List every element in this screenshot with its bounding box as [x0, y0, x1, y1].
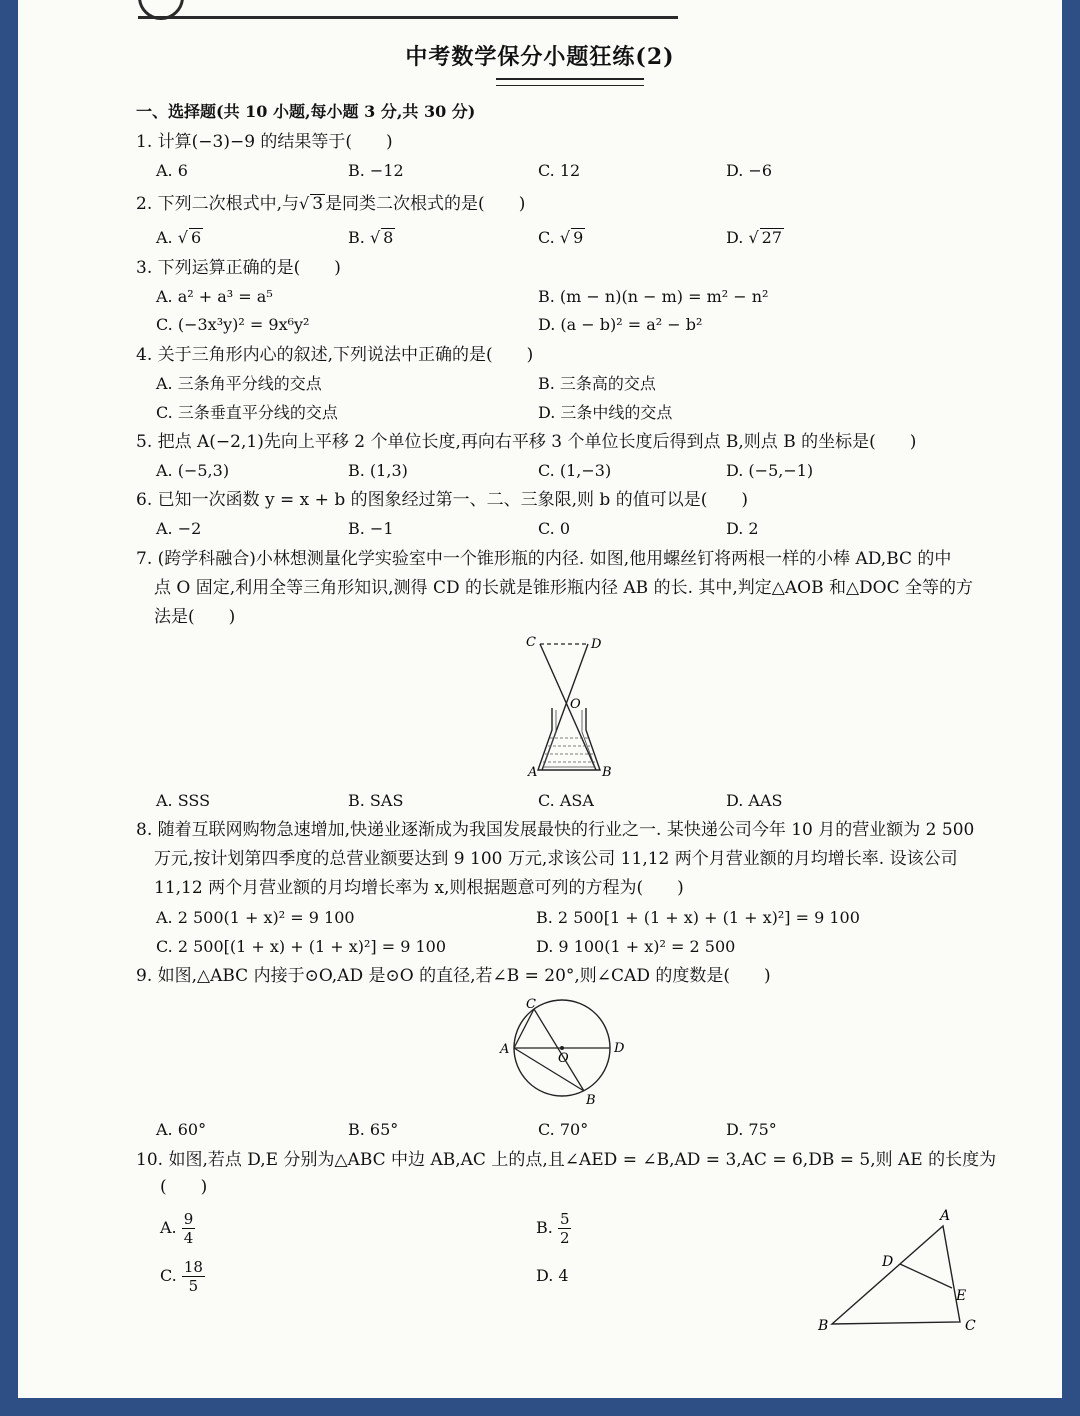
q2-option-d: D. √ 27	[726, 228, 782, 247]
label-a: A	[500, 1042, 510, 1057]
q9-option-c: C. 70°	[538, 1120, 589, 1139]
label-b: B	[818, 1318, 829, 1334]
label-a: A	[528, 765, 538, 780]
q2-option-c: C. √ 9	[538, 228, 584, 247]
question-3-stem: 3. 下列运算正确的是( )	[136, 258, 341, 278]
q6-option-b: B. −1	[348, 519, 394, 538]
label-d: D	[882, 1254, 894, 1270]
label-o: O	[558, 1051, 569, 1066]
label-e: E	[956, 1288, 967, 1304]
question-6-stem: 6. 已知一次函数 y = x + b 的图象经过第一、二、三象限,则 b 的值可以是( )	[136, 490, 748, 510]
q8-option-c: C. 2 500[(1 + x) + (1 + x)²] = 9 100	[156, 937, 447, 956]
q8-option-d: D. 9 100(1 + x)² = 2 500	[536, 937, 736, 956]
question-10-line-2: ( )	[160, 1177, 208, 1197]
question-7-line-3: 法是( )	[154, 607, 236, 627]
q6-option-d: D. 2	[726, 519, 759, 538]
chord-cb	[534, 1009, 584, 1091]
segment-de	[900, 1264, 952, 1288]
chord-ac	[514, 1009, 534, 1048]
q10-option-c: C. $\frac{18}{5}$	[160, 1258, 203, 1295]
label-c: C	[526, 635, 536, 650]
worksheet-page	[18, 0, 1062, 1398]
q3-option-c: C. (−3x³y)² = 9x⁶y²	[156, 315, 310, 334]
q3-option-b: B. (m − n)(n − m) = m² − n²	[538, 287, 769, 306]
label-d: D	[591, 637, 602, 652]
q1-option-b: B. −12	[348, 161, 404, 180]
label-c: C	[965, 1318, 976, 1334]
question-9-stem: 9. 如图,△ABC 内接于⊙O,AD 是⊙O 的直径,若∠B = 20°,则∠CAD 的度数是( )	[136, 966, 771, 986]
section-heading: 一、选择题(共 10 小题,每小题 3 分,共 30 分)	[136, 102, 476, 121]
binding-mark	[138, 0, 678, 19]
question-4-stem: 4. 关于三角形内心的叙述,下列说法中正确的是( )	[136, 345, 534, 365]
q5-option-a: A. (−5,3)	[156, 461, 230, 480]
question-5-stem: 5. 把点 A(−2,1)先向上平移 2 个单位长度,再向右平移 3 个单位长度后得到点 B,则点 B 的坐标是( )	[136, 432, 917, 452]
label-o: O	[570, 697, 581, 712]
label-d: D	[614, 1041, 625, 1056]
flask-inner-wall	[543, 710, 595, 767]
question-8-line-3: 11,12 两个月营业额的月均增长率为 x,则根据题意可列的方程为( )	[154, 878, 684, 898]
label-a: A	[940, 1208, 951, 1224]
question-8-line-2: 万元,按计划第四季度的总营业额要达到 9 100 万元,求该公司 11,12 两个月营业额的月均增长率. 设该公司	[154, 849, 958, 869]
q7-option-c: C. ASA	[538, 791, 594, 810]
q3-option-a: A. a² + a³ = a⁵	[156, 287, 273, 306]
center-point	[560, 1046, 564, 1050]
triangle-abc	[832, 1226, 960, 1324]
question-8-line-1: 8. 随着互联网购物急速增加,快递业逐渐成为我国发展最快的行业之一. 某快递公司今年 10 月的营业额为 2 500	[136, 820, 975, 840]
label-b: B	[586, 1093, 596, 1108]
question-2-stem: 2. 下列二次根式中,与√ 3 是同类二次根式的是( )	[136, 194, 526, 214]
q2-stem-pre: 2. 下列二次根式中,与	[136, 194, 300, 214]
q1-option-a: A. 6	[156, 161, 188, 180]
question-7-line-2: 点 O 固定,利用全等三角形知识,测得 CD 的长就是锥形瓶内径 AB 的长. 其中,判定△AOB 和△DOC 全等的方	[154, 578, 974, 598]
q9-option-a: A. 60°	[156, 1120, 207, 1139]
q4-option-a: A. 三条角平分线的交点	[156, 374, 322, 393]
question-7-line-1: 7. (跨学科融合)小林想测量化学实验室中一个锥形瓶的内径. 如图,他用螺丝钉将两根一样的小棒 AD,BC 的中	[136, 549, 952, 569]
question-1-stem: 1. 计算(−3)−9 的结果等于( )	[136, 132, 393, 152]
q8-option-a: A. 2 500(1 + x)² = 9 100	[156, 908, 355, 927]
q9-option-d: D. 75°	[726, 1120, 777, 1139]
q9-option-b: B. 65°	[348, 1120, 399, 1139]
q5-option-b: B. (1,3)	[348, 461, 408, 480]
q4-option-b: B. 三条高的交点	[538, 374, 656, 393]
label-b: B	[602, 765, 612, 780]
circle-figure	[496, 996, 636, 1112]
q2-option-a: A. √ 6	[156, 228, 202, 247]
q2-stem-radicand: 3	[312, 194, 324, 214]
flask-figure	[518, 630, 618, 780]
title-underline	[496, 78, 644, 86]
q7-option-d: D. AAS	[726, 791, 783, 810]
q3-option-d: D. (a − b)² = a² − b²	[538, 315, 703, 334]
q10-option-b: B. $\frac{5}{2}$	[536, 1210, 570, 1247]
q6-option-c: C. 0	[538, 519, 571, 538]
flask-outline	[538, 708, 600, 770]
q5-option-d: D. (−5,−1)	[726, 461, 814, 480]
q4-option-c: C. 三条垂直平分线的交点	[156, 403, 338, 422]
q7-option-b: B. SAS	[348, 791, 404, 810]
q1-option-c: C. 12	[538, 161, 581, 180]
question-10-line-1: 10. 如图,若点 D,E 分别为△ABC 中边 AB,AC 上的点,且∠AED = ∠B,AD = 3,AC = 6,DB = 5,则 AE 的长度为	[136, 1150, 997, 1170]
q7-option-a: A. SSS	[156, 791, 211, 810]
q8-option-b: B. 2 500[1 + (1 + x) + (1 + x)²] = 9 100	[536, 908, 860, 927]
q10-option-d: D. 4	[536, 1266, 569, 1285]
page-title: 中考数学保分小题狂练(2)	[405, 44, 675, 70]
q5-option-c: C. (1,−3)	[538, 461, 612, 480]
chord-ab	[514, 1048, 584, 1091]
q10-option-a: A. $\frac{9}{4}$	[160, 1210, 194, 1247]
q6-option-a: A. −2	[156, 519, 202, 538]
q2-stem-post: 是同类二次根式的是( )	[325, 194, 526, 214]
label-c: C	[526, 997, 536, 1012]
triangle-figure	[810, 1200, 990, 1336]
q4-option-d: D. 三条中线的交点	[538, 403, 673, 422]
q1-option-d: D. −6	[726, 161, 773, 180]
q2-option-b: B. √ 8	[348, 228, 394, 247]
